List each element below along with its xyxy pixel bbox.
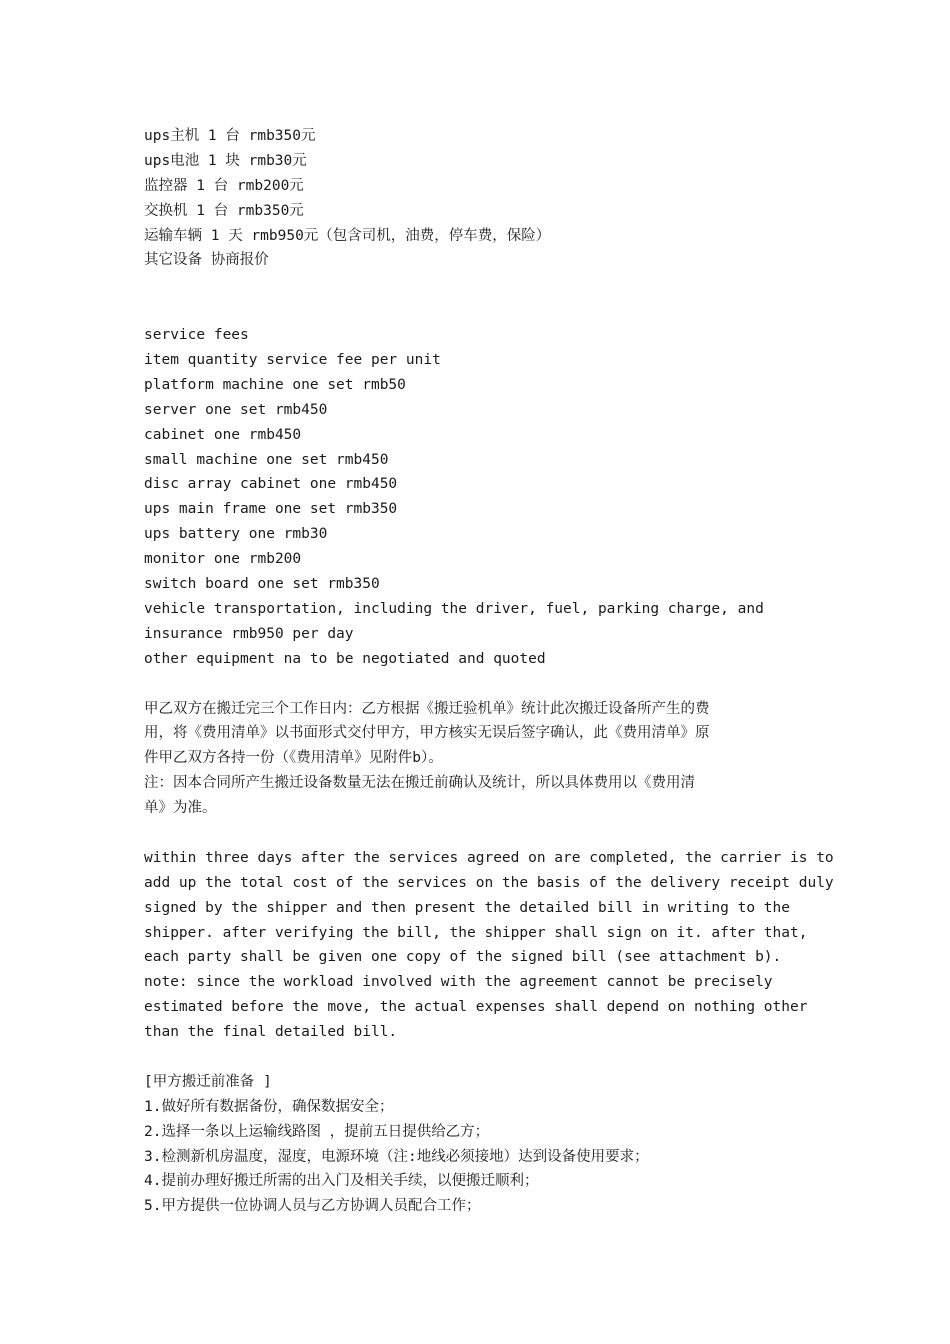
- document-page: [144, 124, 834, 1219]
- settlement-line: signed by the shipper and then present the detailed bill in writing to the: [144, 899, 791, 916]
- note-line: estimated before the move, the actual expenses shall depend on nothing other: [144, 999, 808, 1016]
- settlement-paragraph-en: [144, 846, 834, 1045]
- equipment-line: ups主机 1 台 rmb350元: [144, 128, 316, 144]
- settlement-line: 用，将《费用清单》以书面形式交付甲方，甲方核实无误后签字确认，此《费用清单》原: [144, 725, 710, 742]
- section-heading: [甲方搬迁前准备 ]: [144, 1073, 272, 1090]
- service-fees-column-header: item quantity service fee per unit: [144, 352, 441, 369]
- settlement-line: add up the total cost of the services on the basis of the delivery receipt duly: [144, 874, 834, 891]
- service-fee-line: cabinet one rmb450: [144, 426, 302, 443]
- preparation-item: 3.检测新机房温度，湿度，电源环境（注:地线必须接地）达到设备使用要求；: [144, 1148, 649, 1165]
- spacer: [144, 672, 824, 697]
- service-fee-line: ups battery one rmb30: [144, 526, 328, 543]
- spacer: [144, 821, 824, 846]
- service-fees-en: [144, 323, 824, 671]
- equipment-line: ups电池 1 块 rmb30元: [144, 152, 307, 169]
- preparation-item: 2.选择一条以上运输线路图 ，提前五日提供给乙方；: [144, 1123, 490, 1140]
- service-fee-line: other equipment na to be negotiated and quoted: [144, 650, 546, 667]
- preparation-item: 1.做好所有数据备份，确保数据安全；: [144, 1098, 394, 1115]
- settlement-line: each party shall be given one copy of the signed bill (see attachment b).: [144, 949, 782, 966]
- settlement-line: within three days after the services agreed on are completed, the carrier is to: [144, 849, 834, 866]
- settlement-line: shipper. after verifying the bill, the shipper shall sign on it. after that,: [144, 924, 808, 941]
- service-fee-line: ups main frame one set rmb350: [144, 501, 398, 518]
- settlement-line: 甲乙双方在搬迁完三个工作日内：乙方根据《搬迁验机单》统计此次搬迁设备所产生的费: [144, 700, 710, 717]
- preparation-item: 5.甲方提供一位协调人员与乙方协调人员配合工作；: [144, 1198, 481, 1215]
- service-fee-line: platform machine one set rmb50: [144, 376, 406, 393]
- note-line: note: since the workload involved with the agreement cannot be precisely: [144, 974, 773, 991]
- note-line: than the final detailed bill.: [144, 1024, 398, 1041]
- equipment-line: 其它设备 协商报价: [144, 252, 269, 269]
- preparation-item: 4.提前办理好搬迁所需的出入门及相关手续，以便搬迁顺利；: [144, 1173, 539, 1190]
- spacer: [144, 1045, 824, 1070]
- equipment-line: 交换机 1 台 rmb350元: [144, 202, 304, 219]
- service-fee-line: monitor one rmb200: [144, 551, 302, 568]
- settlement-line: 件甲乙双方各持一份（《费用清单》见附件b）。: [144, 750, 443, 767]
- service-fee-line: vehicle transportation, including the driver, fuel, parking charge, and: [144, 600, 764, 617]
- equipment-line: 监控器 1 台 rmb200元: [144, 177, 304, 194]
- note-line: 单》为准。: [144, 800, 217, 817]
- equipment-line: 运输车辆 1 天 rmb950元（包含司机，油费，停车费，保险）: [144, 227, 551, 244]
- service-fee-line: disc array cabinet one rmb450: [144, 476, 398, 493]
- settlement-paragraph-cn: [144, 697, 824, 821]
- equipment-list-cn: [144, 124, 824, 273]
- service-fee-line: server one set rmb450: [144, 401, 328, 418]
- spacer: [144, 273, 824, 323]
- service-fee-line: switch board one set rmb350: [144, 576, 380, 593]
- service-fee-line: insurance rmb950 per day: [144, 625, 354, 642]
- service-fees-heading: service fees: [144, 327, 249, 344]
- service-fee-line: small machine one set rmb450: [144, 451, 389, 468]
- note-line: 注：因本合同所产生搬迁设备数量无法在搬迁前确认及统计，所以具体费用以《费用清: [144, 775, 695, 792]
- preparation-section-cn: [144, 1070, 824, 1219]
